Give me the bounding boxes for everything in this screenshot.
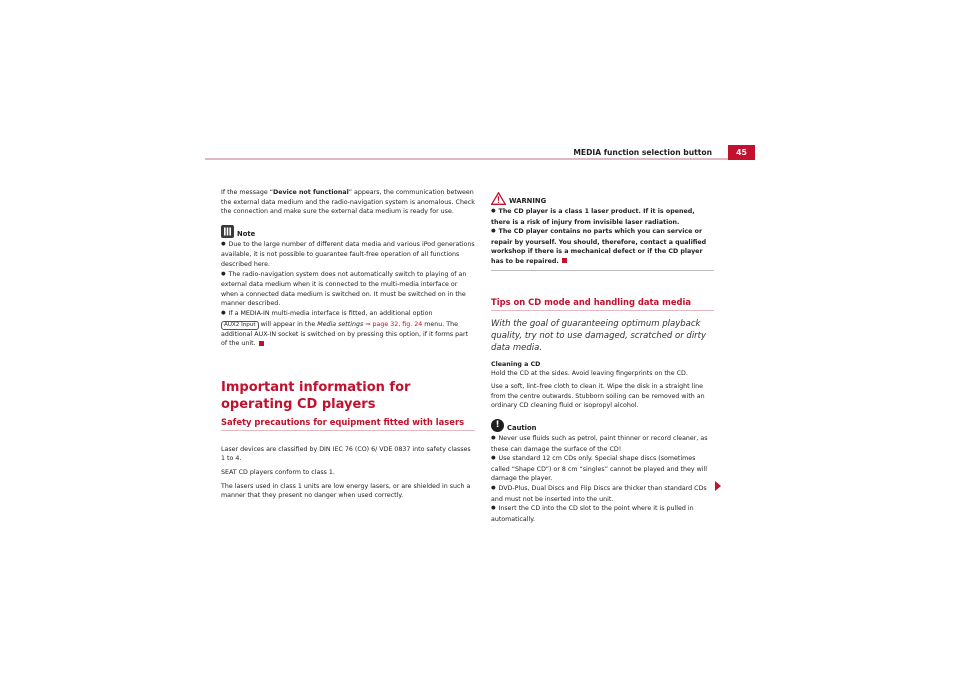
note-bullet: ● Due to the large number of different data media and various iPod generations available, it is not possible to guarantee fault-free operation of all functions described here. [221, 240, 475, 270]
end-of-section-marker [562, 258, 567, 263]
caution-heading [491, 419, 714, 432]
subsection-heading: Safety precautions for equipment fitted with lasers [221, 417, 475, 431]
caution-label: Caution [507, 423, 537, 432]
left-column [221, 188, 475, 501]
caution-bullet: ● Never use fluids such as petrol, paint thinner or record cleaner, as these can damage the surface of the CD! [491, 434, 714, 454]
body-paragraph: SEAT CD players conform to class 1. [221, 468, 335, 476]
warning-bullet: ● The CD player contains no parts which you can service or repair by yourself. You should, therefore, contact a qualified workshop if there is a mechanical defect or if the CD player has to be repaired. [491, 227, 714, 266]
note-label: Note [237, 229, 256, 238]
caution-icon: ! [491, 419, 504, 432]
intro-paragraph: If the message “Device not functional” appears, the communication between the external data medium and the radio-navigation system is anomalous. Check the connection and make sure the external data medium is ready for use. [221, 189, 475, 216]
warning-box [491, 192, 714, 271]
page-reference-link[interactable]: ⇒ page 32, fig. 24 [363, 320, 423, 328]
header-rule [205, 158, 755, 160]
lead-paragraph: With the goal of guaranteeing optimum playback quality, try not to use damaged, scratched or dirty data media. [491, 318, 707, 353]
end-of-section-marker [259, 341, 264, 346]
warning-bullet: ● The CD player is a class 1 laser product. If it is opened, there is a risk of injury from invisible laser radiation. [491, 207, 714, 227]
body-paragraph: The lasers used in class 1 units are low energy lasers, or are shielded in such a manner that they present no danger when used correctly. [221, 482, 471, 500]
page-header-title: MEDIA function selection button [573, 148, 712, 157]
body-paragraph: Laser devices are classified by DIN IEC 76 (CO) 6/ VDE 0837 into safety classes 1 to 4. [221, 445, 471, 463]
device-message: Device not functional [272, 189, 349, 196]
subsection-heading: Tips on CD mode and handling data media [491, 297, 714, 311]
note-bullet: ● The radio-navigation system does not automatically switch to playing of an external data medium when it is connected to the multi-media interface or when a connected data medium is switched on. It must be switched on in the manner described. [221, 270, 475, 309]
warning-icon [491, 192, 506, 205]
aux2-input-option: AUX2 Input [221, 321, 259, 330]
caution-bullet: ● DVD-Plus, Dual Discs and Flip Discs are thicker than standard CDs and must not be inserted into the unit. [491, 484, 714, 504]
right-column [491, 188, 714, 524]
next-page-arrow-icon[interactable] [715, 481, 721, 491]
section-heading: Important information for operating CD players [221, 379, 411, 412]
warning-heading [491, 192, 714, 205]
caution-bullet: ● Use standard 12 cm CDs only. Special shape discs (sometimes called “Shape CD”) or 8 cm “singles” cannot be played and they will damage the player. [491, 454, 714, 484]
page-number: 45 [728, 145, 755, 160]
cleaning-subheading: Cleaning a CD [491, 360, 541, 368]
note-icon [221, 225, 234, 238]
body-paragraph: Use a soft, lint–free cloth to clean it. Wipe the disk in a straight line from the centre outwards. Stubborn soiling can be removed with an ordinary CD cleaning fluid or isopropyl alcohol. [491, 383, 705, 410]
caution-bullet: ● Insert the CD into the CD slot to the point where it is pulled in automatically. [491, 504, 714, 524]
warning-label: WARNING [509, 197, 547, 205]
note-heading [221, 225, 475, 238]
body-paragraph: Hold the CD at the sides. Avoid leaving fingerprints on the CD. [491, 369, 688, 377]
note-bullet: ● If a MEDIA-IN multi-media interface is fitted, an additional option AUX2 Input will appear in the Media settings ⇒ page 32, fig. 24 menu. The additional AUX-IN socket is switched on by pressing this option, if it forms part of the unit. [221, 309, 475, 349]
